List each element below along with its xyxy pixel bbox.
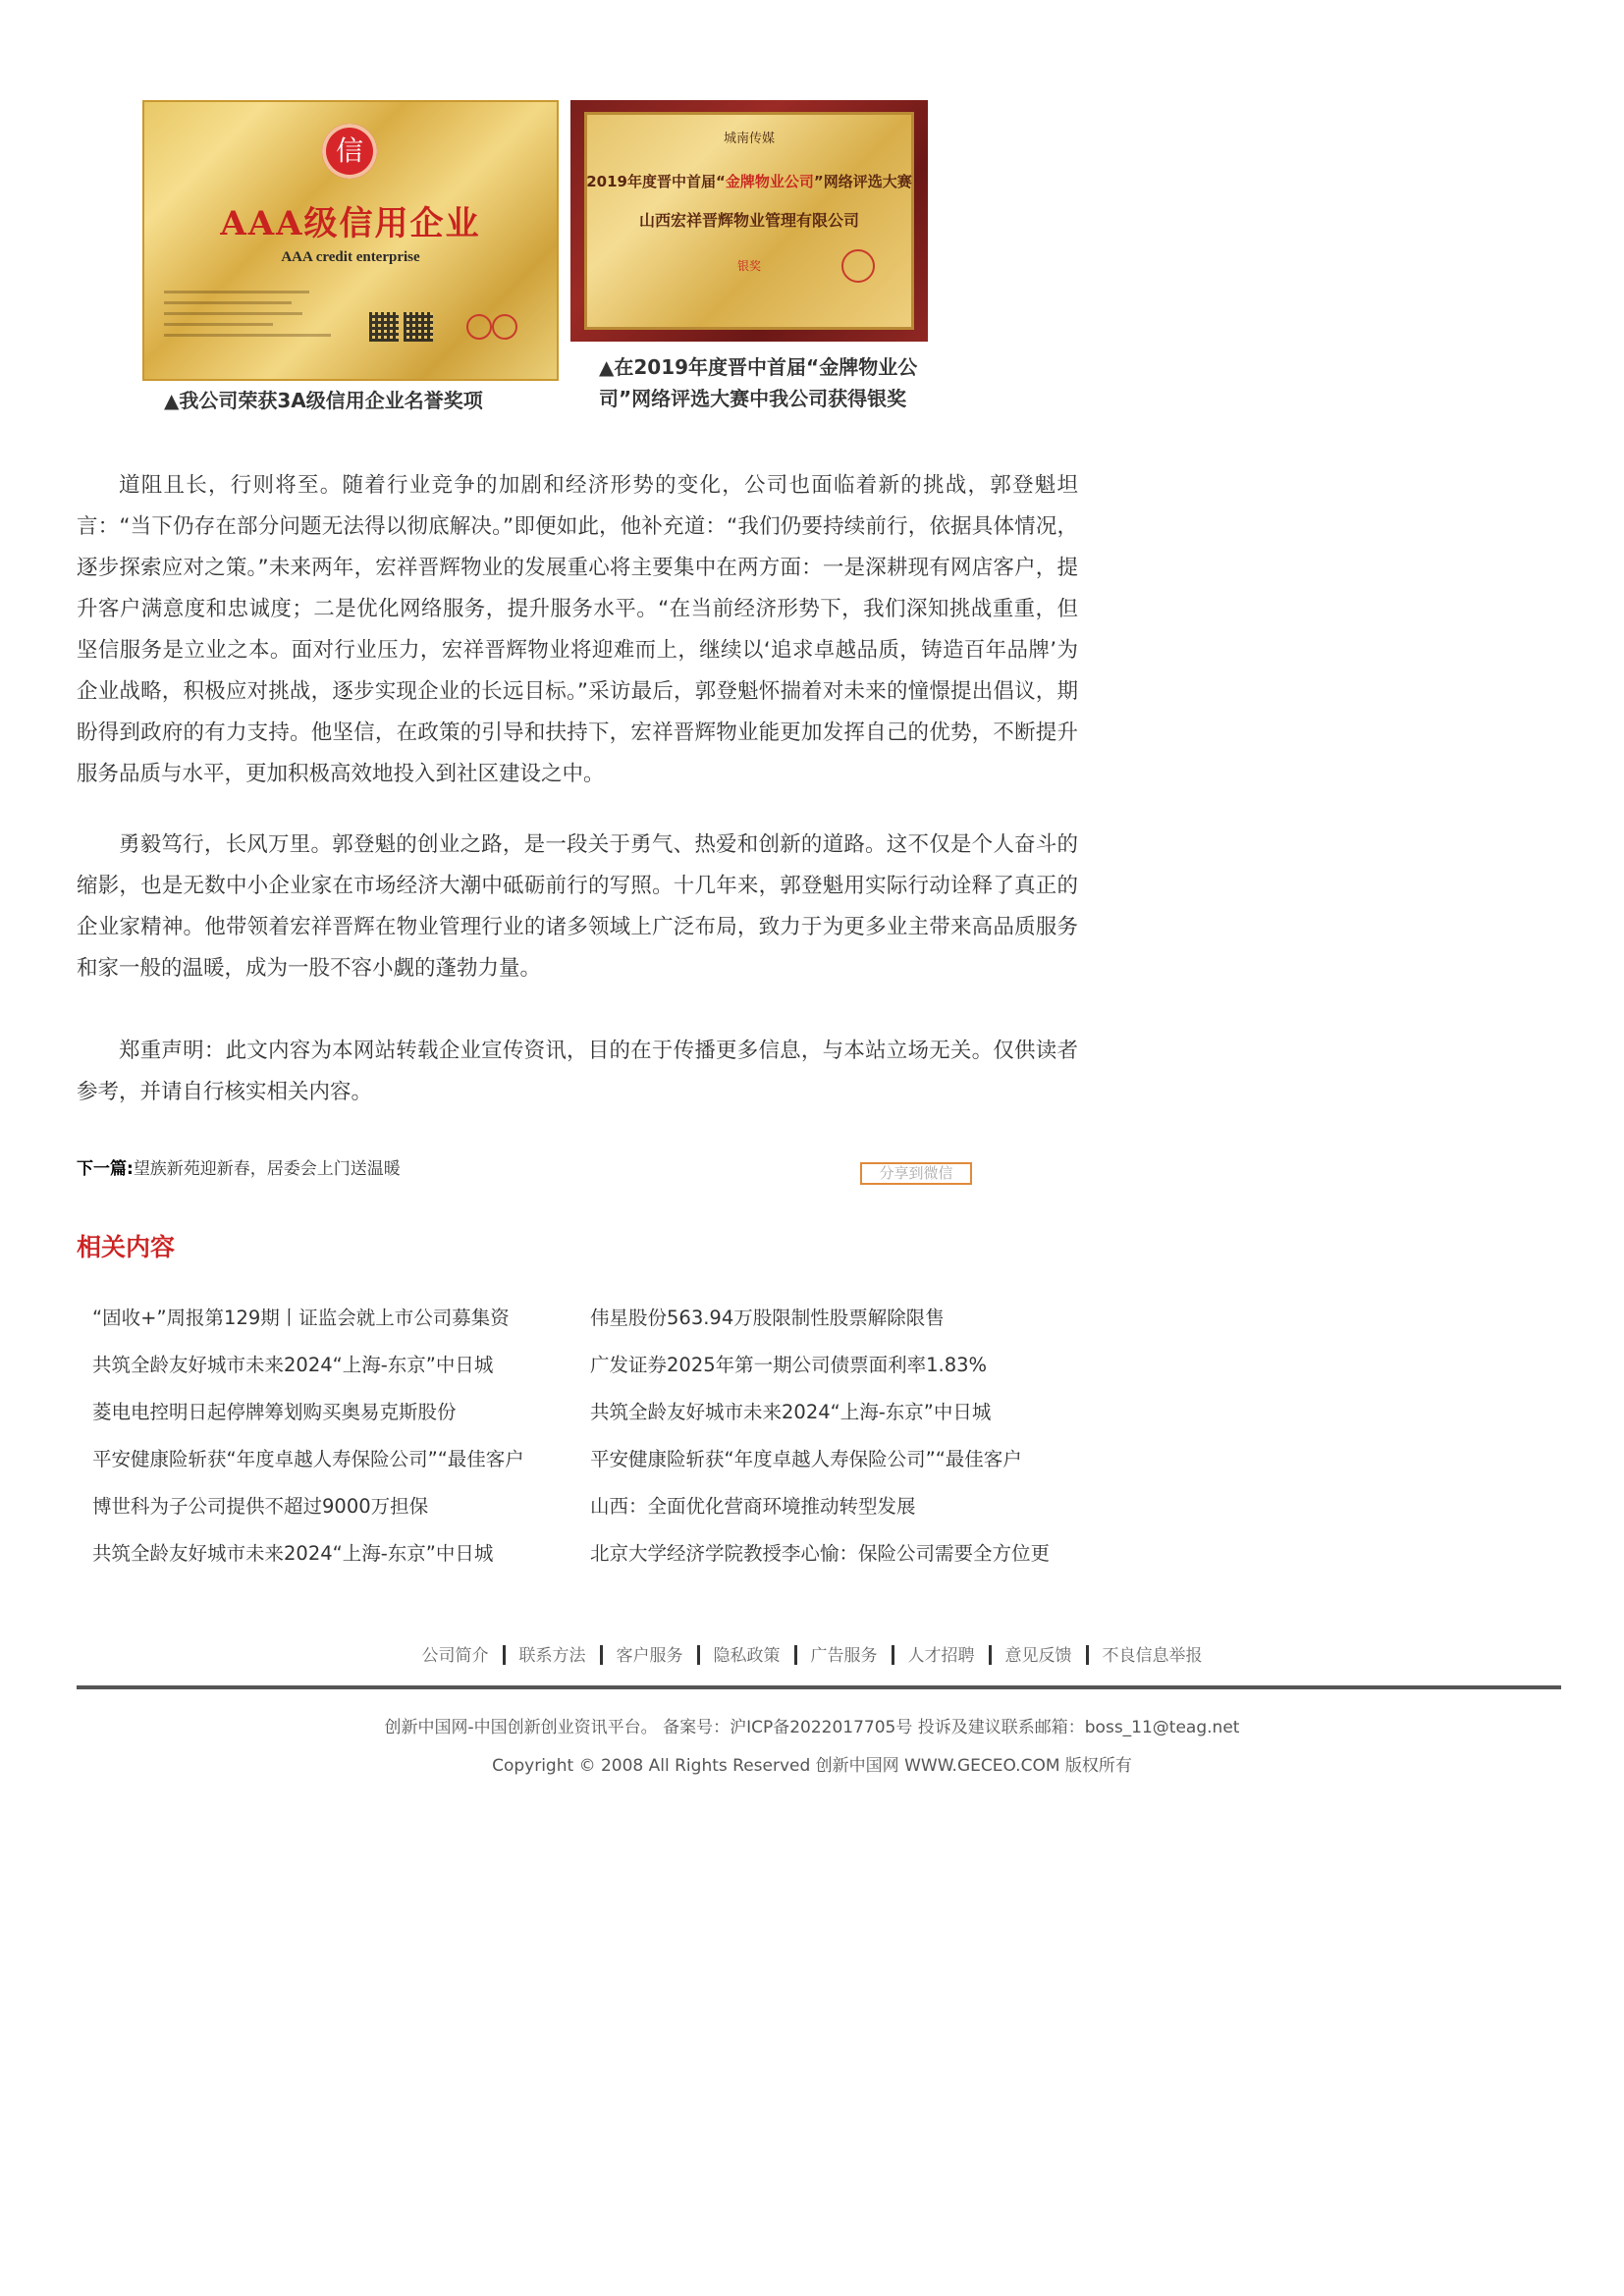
related-item[interactable]: 北京大学经济学院教授李心愉：保险公司需要全方位更 xyxy=(590,1542,1051,1565)
plaque-issuer: 城南传媒 xyxy=(723,132,775,146)
related-list xyxy=(92,1303,1074,1585)
plaque-subtitle: AAA credit enterprise xyxy=(281,249,420,265)
footer-info: 创新中国网-中国创新创业资讯平台。 备案号：沪ICP备2022017705号 投诉及建议联系邮箱：boss_11@teag.net xyxy=(384,1718,1240,1737)
plaque-company: 山西宏祥晋辉物业管理有限公司 xyxy=(638,211,859,230)
stamp-icon xyxy=(841,249,875,283)
aaa-credit-plaque xyxy=(142,100,559,381)
award-plaques-image xyxy=(142,100,928,424)
related-item[interactable]: 平安健康险斩获“年度卓越人寿保险公司”“最佳客户 xyxy=(92,1448,524,1470)
footer-link-jobs[interactable]: 人才招聘 xyxy=(907,1646,975,1666)
next-article-link[interactable] xyxy=(77,1154,401,1179)
stamp-icon xyxy=(466,314,492,340)
plaque-title: AAA级信用企业 xyxy=(220,204,481,243)
footer-link-report[interactable]: 不良信息举报 xyxy=(1102,1646,1203,1666)
credit-seal-icon: 信 xyxy=(322,124,377,179)
related-item[interactable]: 博世科为子公司提供不超过9000万担保 xyxy=(92,1495,429,1518)
article-paragraph: 道阻且长，行则将至。随着行业竞争的加剧和经济形势的变化，公司也面临着新的挑战，郭登魁坦言：“当下仍存在部分问题无法得以彻底解决。”即便如此，他补充道：“我们仍要持续前行，依据具体情况，逐步探索应对之策。”未来两年，宏祥晋辉物业的发展重心将主要集中在两方面：一是深耕现有网店客户，提升客户满意度和忠诚度；二是优化网络服务，提升服务水平。“在当前经济形势下，我们深知挑战重重，但坚信服务是立业之本。面对行业压力，宏祥晋辉物业将迎难而上，继续以‘追求卓越品质，铸造百年品牌’为企业战略，积极应对挑战，逐步实现企业的长远目标。”采访最后，郭登魁怀揣着对未来的憧憬提出倡议，期盼得到政府的有力支持。他坚信，在政策的引导和扶持下，宏祥晋辉物业能更加发挥自己的优势，不断提升服务品质与水平，更加积极高效地投入到社区建设之中。 xyxy=(77,473,1078,786)
caption-left: ▲我公司荣获3A级信用企业名誉奖项 xyxy=(164,389,483,412)
related-item[interactable]: “固收+”周报第129期丨证监会就上市公司募集资 xyxy=(92,1307,510,1329)
related-item[interactable]: 山西：全面优化营商环境推动转型发展 xyxy=(590,1495,916,1518)
related-item[interactable]: 共筑全龄友好城市未来2024“上海-东京”中日城 xyxy=(92,1542,494,1565)
related-item[interactable]: 共筑全龄友好城市未来2024“上海-东京”中日城 xyxy=(590,1401,992,1423)
qr-code-icon xyxy=(404,312,433,342)
footer-link-contact[interactable]: 联系方法 xyxy=(518,1646,586,1666)
gold-property-award-plaque xyxy=(570,100,928,342)
plaque-fine-print xyxy=(164,291,346,345)
share-wechat-button[interactable]: 分享到微信 xyxy=(860,1162,972,1185)
footer-link-feedback[interactable]: 意见反馈 xyxy=(1004,1646,1072,1666)
footer-divider xyxy=(77,1685,1561,1689)
footer-copyright: Copyright © 2008 All Rights Reserved 创新中国网 WWW.GECEO.COM 版权所有 xyxy=(492,1756,1132,1776)
footer-link-service[interactable]: 客户服务 xyxy=(616,1646,683,1666)
qr-code-icon xyxy=(369,312,399,342)
plaque-award: 银奖 xyxy=(736,259,761,273)
footer-link-ads[interactable]: 广告服务 xyxy=(810,1646,878,1666)
related-section-title: 相关内容 xyxy=(77,1233,176,1261)
footer-link-about[interactable]: 公司简介 xyxy=(421,1646,489,1666)
footer-nav xyxy=(0,1641,1624,1666)
related-item[interactable]: 菱电电控明日起停牌筹划购买奥易克斯股份 xyxy=(92,1401,457,1423)
related-item[interactable]: 平安健康险斩获“年度卓越人寿保险公司”“最佳客户 xyxy=(590,1448,1022,1470)
related-item[interactable]: 广发证券2025年第一期公司债票面利率1.83% xyxy=(590,1354,988,1376)
caption-right: ▲在2019年度晋中首届“金牌物业公司”网络评选大赛中我公司获得银奖 xyxy=(599,355,918,410)
plaque-event: 2019年度晋中首届“金牌物业公司”网络评选大赛 xyxy=(586,173,912,190)
related-item[interactable]: 伟星股份563.94万股限制性股票解除限售 xyxy=(590,1307,945,1329)
disclaimer-paragraph: 郑重声明：此文内容为本网站转载企业宣传资讯，目的在于传播更多信息，与本站立场无关。仅供读者参考，并请自行核实相关内容。 xyxy=(77,1039,1078,1104)
article-paragraph: 勇毅笃行，长风万里。郭登魁的创业之路，是一段关于勇气、热爱和创新的道路。这不仅是个人奋斗的缩影，也是无数中小企业家在市场经济大潮中砥砺前行的写照。十几年来，郭登魁用实际行动诠释了真正的企业家精神。他带领着宏祥晋辉在物业管理行业的诸多领域上广泛布局，致力于为更多业主带来高品质服务和家一般的温暖，成为一股不容小觑的蓬勃力量。 xyxy=(77,832,1078,981)
footer-link-privacy[interactable]: 隐私政策 xyxy=(713,1646,781,1666)
next-article-title[interactable]: 望族新苑迎新春，居委会上门送温暖 xyxy=(133,1159,401,1179)
next-article-label: 下一篇: xyxy=(77,1159,134,1179)
related-item[interactable]: 共筑全龄友好城市未来2024“上海-东京”中日城 xyxy=(92,1354,494,1376)
stamp-icon xyxy=(492,314,517,340)
